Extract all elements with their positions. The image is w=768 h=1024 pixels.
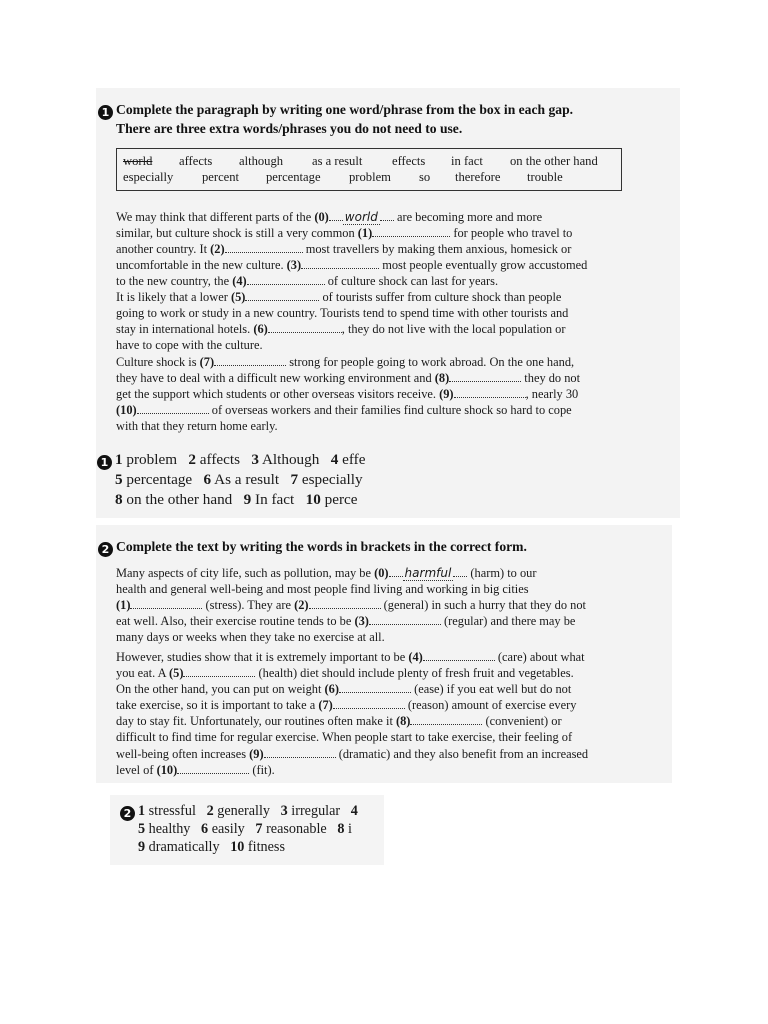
line-text: health and general well-being and most people find living and working in big cities (116, 582, 529, 597)
answer-word: percentage (126, 471, 193, 488)
answer-word: i (348, 821, 352, 837)
answer-gap[interactable] (369, 614, 441, 625)
text-line (116, 697, 656, 713)
text-line (116, 337, 626, 353)
line-text: similar, but culture shock is still a very common (116, 226, 358, 241)
word-box (116, 148, 622, 191)
line-text: (stress). They are (202, 598, 295, 613)
line-text: On the other hand, you can put on weight (116, 682, 325, 697)
word-box-item: so (419, 170, 431, 184)
gap-number: (1) (116, 598, 131, 613)
line-text: of culture shock can last for years. (324, 274, 499, 289)
text-line (116, 746, 656, 762)
text-line (116, 681, 656, 697)
line-text: uncomfortable in the new culture. (116, 258, 287, 273)
handwritten-example-answer: world (344, 210, 378, 224)
exercise-2-paragraph-2 (116, 649, 656, 778)
gap-number: (0) (374, 566, 389, 580)
answer-word: problem (126, 451, 178, 468)
line-text: (convenient) or (482, 714, 562, 729)
answer-word: especially (301, 471, 363, 488)
line-text: many days or weeks when they take no exercise at all. (116, 630, 385, 645)
line-text: with that they return home early. (116, 419, 278, 434)
answer-number: 4 (350, 803, 358, 819)
gap-number: (10) (156, 762, 178, 777)
text-line (116, 418, 626, 434)
line-text: Many aspects of city life, such as pollution, may be (116, 566, 375, 580)
answer-key-number-badge: 1 (97, 455, 112, 470)
answer-word: In fact (255, 491, 295, 508)
line-text: It is likely that a lower (116, 290, 231, 304)
word-box-item: percentage (266, 170, 321, 184)
answer-gap[interactable] (268, 322, 342, 333)
exercise-1-paragraph-2 (116, 289, 626, 353)
answer-gap-lead (329, 210, 343, 221)
word-box-item: world (123, 154, 153, 168)
line-text: they have to deal with a difficult new working environment and (116, 371, 435, 386)
text-line (116, 629, 656, 645)
answer-number: 1 (115, 451, 123, 468)
text-line (116, 613, 656, 629)
answer-number: 10 (230, 839, 245, 855)
answer-gap[interactable] (309, 598, 381, 609)
answer-gap[interactable] (333, 698, 405, 709)
text-line (116, 321, 626, 337)
answer-word: As a result (214, 471, 280, 488)
answer-word: stressful (148, 803, 196, 819)
word-box-item: percent (202, 170, 240, 184)
exercise-1-heading (98, 101, 678, 137)
exercise-2-instruction: Complete the text by writing the words in brackets in the correct form. (116, 539, 527, 554)
exercise-2-paragraph-1 (116, 565, 656, 645)
text-line (116, 354, 626, 370)
word-box-item: on the other hand (510, 154, 598, 168)
answer-word: healthy (148, 821, 191, 837)
text-line (116, 370, 626, 386)
line-text: (fit). (249, 762, 275, 777)
answer-number: 2 (206, 803, 214, 819)
answer-gap[interactable] (339, 682, 411, 693)
word-box-item: although (239, 154, 284, 168)
gap-number: (1) (357, 226, 373, 241)
answer-word: perce (324, 491, 358, 508)
answer-number: 10 (305, 491, 321, 508)
word-box-item: as a result (312, 154, 363, 168)
answer-gap[interactable] (245, 290, 319, 301)
text-line (116, 762, 656, 778)
answer-number: 4 (330, 451, 339, 468)
answer-word: dramatically (148, 839, 220, 855)
line-text: We may think that different parts of the (116, 210, 315, 224)
text-line (116, 581, 656, 597)
answer-word: affects (199, 451, 240, 468)
line-text: (harm) to our (467, 566, 537, 580)
gap-number: (9) (439, 387, 454, 402)
answer-gap[interactable] (183, 666, 255, 677)
exercise-1-answer-key (97, 450, 384, 510)
line-text: to the new country, the (116, 274, 233, 289)
exercise-1-paragraph-1 (116, 209, 626, 289)
answer-key-number-badge: 2 (120, 806, 135, 821)
text-line (116, 713, 656, 729)
word-box-item: therefore (455, 170, 501, 184)
answer-gap[interactable] (449, 371, 521, 382)
answer-word: generally (217, 803, 270, 819)
word-box-item: especially (123, 170, 174, 184)
answer-word: effe (342, 451, 366, 468)
text-line (116, 289, 626, 305)
answer-number: 6 (203, 471, 212, 488)
line-text: have to cope with the culture. (116, 338, 263, 353)
answer-number: 2 (188, 451, 196, 468)
word-box-item: problem (349, 170, 391, 184)
gap-number: (3) (354, 614, 369, 629)
answer-number: 8 (337, 821, 345, 837)
text-line (116, 729, 656, 745)
answer-line (97, 470, 384, 490)
answer-word: irregular (291, 803, 341, 819)
gap-number: (2) (294, 598, 309, 613)
answer-line (97, 450, 384, 470)
answer-gap-tail (453, 566, 467, 577)
answer-number: 7 (290, 471, 299, 488)
gap-number: (8) (395, 714, 411, 729)
text-line (116, 649, 656, 665)
line-text: well-being often increases (116, 746, 250, 761)
text-line (116, 402, 626, 418)
line-text: they do not (521, 371, 581, 386)
answer-gap[interactable] (454, 387, 526, 398)
line-text: day to stay fit. Unfortunately, our routines often make it (116, 714, 396, 729)
answer-gap[interactable] (214, 355, 286, 366)
exercise-2-number-badge: 2 (98, 542, 113, 557)
line-text: you eat. A (116, 666, 169, 681)
answer-gap[interactable] (247, 274, 325, 285)
line-text: (care) about what (494, 650, 585, 664)
line-text: (dramatic) and they also benefit from an increased (335, 746, 589, 761)
gap-number: (6) (253, 322, 268, 337)
answer-line (120, 838, 384, 856)
answer-number: 9 (243, 491, 252, 508)
line-text: going to work or study in a new country. Tourists tend to spend time with other tourists and (116, 306, 569, 321)
answer-gap[interactable] (130, 598, 202, 609)
line-text: Culture shock is (116, 355, 200, 369)
line-text: , they do not live with the local population or (341, 322, 566, 337)
answer-gap[interactable] (372, 226, 450, 237)
answer-word: easily (211, 821, 245, 837)
answer-number: 3 (251, 451, 259, 468)
exercise-1-paragraph-3 (116, 354, 626, 434)
exercise-2-heading (98, 538, 527, 557)
answer-gap[interactable] (177, 763, 249, 774)
answer-number: 5 (115, 471, 123, 488)
gap-number: (4) (408, 650, 423, 664)
text-line (116, 257, 626, 273)
gap-number: (2) (210, 242, 225, 257)
gap-number: (9) (249, 746, 264, 761)
gap-number: (4) (232, 274, 247, 289)
text-line (116, 241, 626, 257)
answer-number: 7 (255, 821, 263, 837)
line-text: eat well. Also, their exercise routine tends to be (116, 614, 355, 629)
gap-number: (8) (434, 371, 450, 386)
answer-number: 8 (115, 491, 123, 508)
text-line (116, 386, 626, 402)
exercise-1-instruction-line1: Complete the paragraph by writing one word/phrase from the box in each gap. (116, 102, 574, 117)
line-text: (ease) if you eat well but do not (410, 682, 572, 697)
answer-gap[interactable] (410, 714, 482, 725)
answer-gap[interactable] (423, 650, 495, 661)
answer-gap[interactable] (264, 747, 336, 758)
word-box-item: affects (179, 154, 213, 168)
line-text: difficult to find time for regular exercise. When people start to take exercise, their feeling of (116, 730, 573, 745)
gap-number: (3) (286, 258, 302, 273)
answer-word: reasonable (266, 821, 327, 837)
answer-number: 9 (138, 839, 146, 855)
line-text: for people who travel to (450, 226, 573, 241)
line-text: of tourists suffer from culture shock than people (319, 290, 562, 304)
text-line (116, 305, 626, 321)
handwritten-example-answer: harmful (404, 566, 452, 580)
line-text: another country. It (116, 242, 211, 257)
word-box-item: trouble (527, 170, 563, 184)
line-text: level of (116, 762, 157, 777)
answer-number: 6 (201, 821, 209, 837)
answer-gap[interactable] (225, 242, 303, 253)
answer-gap[interactable] (137, 403, 209, 414)
line-text: (reason) amount of exercise every (404, 698, 577, 713)
answer-number: 5 (138, 821, 146, 837)
gap-number: (5) (169, 666, 184, 681)
line-text: most people eventually grow accustomed (379, 258, 588, 273)
answer-word: on the other hand (126, 491, 233, 508)
answer-gap-tail (380, 210, 394, 221)
line-text: (health) diet should include plenty of fresh fruit and vegetables. (255, 666, 574, 681)
line-text: most travellers by making them anxious, homesick or (302, 242, 572, 257)
exercise-2-answer-key (120, 802, 384, 856)
answer-gap-lead (389, 566, 403, 577)
gap-number: (6) (324, 682, 339, 697)
answer-gap[interactable] (301, 258, 379, 269)
word-box-item: effects (392, 154, 426, 168)
exercise-1-instruction-line2: There are three extra words/phrases you do not need to use. (116, 121, 463, 136)
line-text: of overseas workers and their families find culture shock so hard to cope (208, 403, 572, 418)
gap-number: (7) (318, 698, 333, 713)
answer-number: 1 (138, 803, 146, 819)
text-line (116, 597, 656, 613)
line-text: (general) in such a hurry that they do not (380, 598, 586, 613)
line-text: are becoming more and more (393, 210, 543, 224)
text-line (116, 225, 626, 241)
word-box-item: in fact (451, 154, 483, 168)
answer-word: fitness (247, 839, 285, 855)
line-text: (regular) and there may be (440, 614, 576, 629)
text-line (116, 665, 656, 681)
exercise-1-number-badge: 1 (98, 105, 113, 120)
answer-line (120, 820, 384, 838)
line-text: get the support which students or other overseas visitors receive. (116, 387, 440, 402)
answer-line (97, 490, 384, 510)
gap-number: (7) (199, 355, 215, 369)
line-text: strong for people going to work abroad. On the one hand, (286, 355, 575, 369)
gap-number: (0) (314, 210, 329, 224)
gap-number: (5) (230, 290, 246, 304)
answer-line (120, 802, 384, 820)
gap-number: (10) (116, 403, 137, 418)
text-line (116, 209, 626, 225)
line-text: stay in international hotels. (116, 322, 254, 337)
text-line (116, 565, 656, 581)
line-text: However, studies show that it is extremely important to be (116, 650, 409, 664)
answer-word: Although (261, 451, 320, 468)
line-text: , nearly 30 (525, 387, 579, 402)
line-text: take exercise, so it is important to take a (116, 698, 319, 713)
answer-number: 3 (280, 803, 288, 819)
text-line (116, 273, 626, 289)
